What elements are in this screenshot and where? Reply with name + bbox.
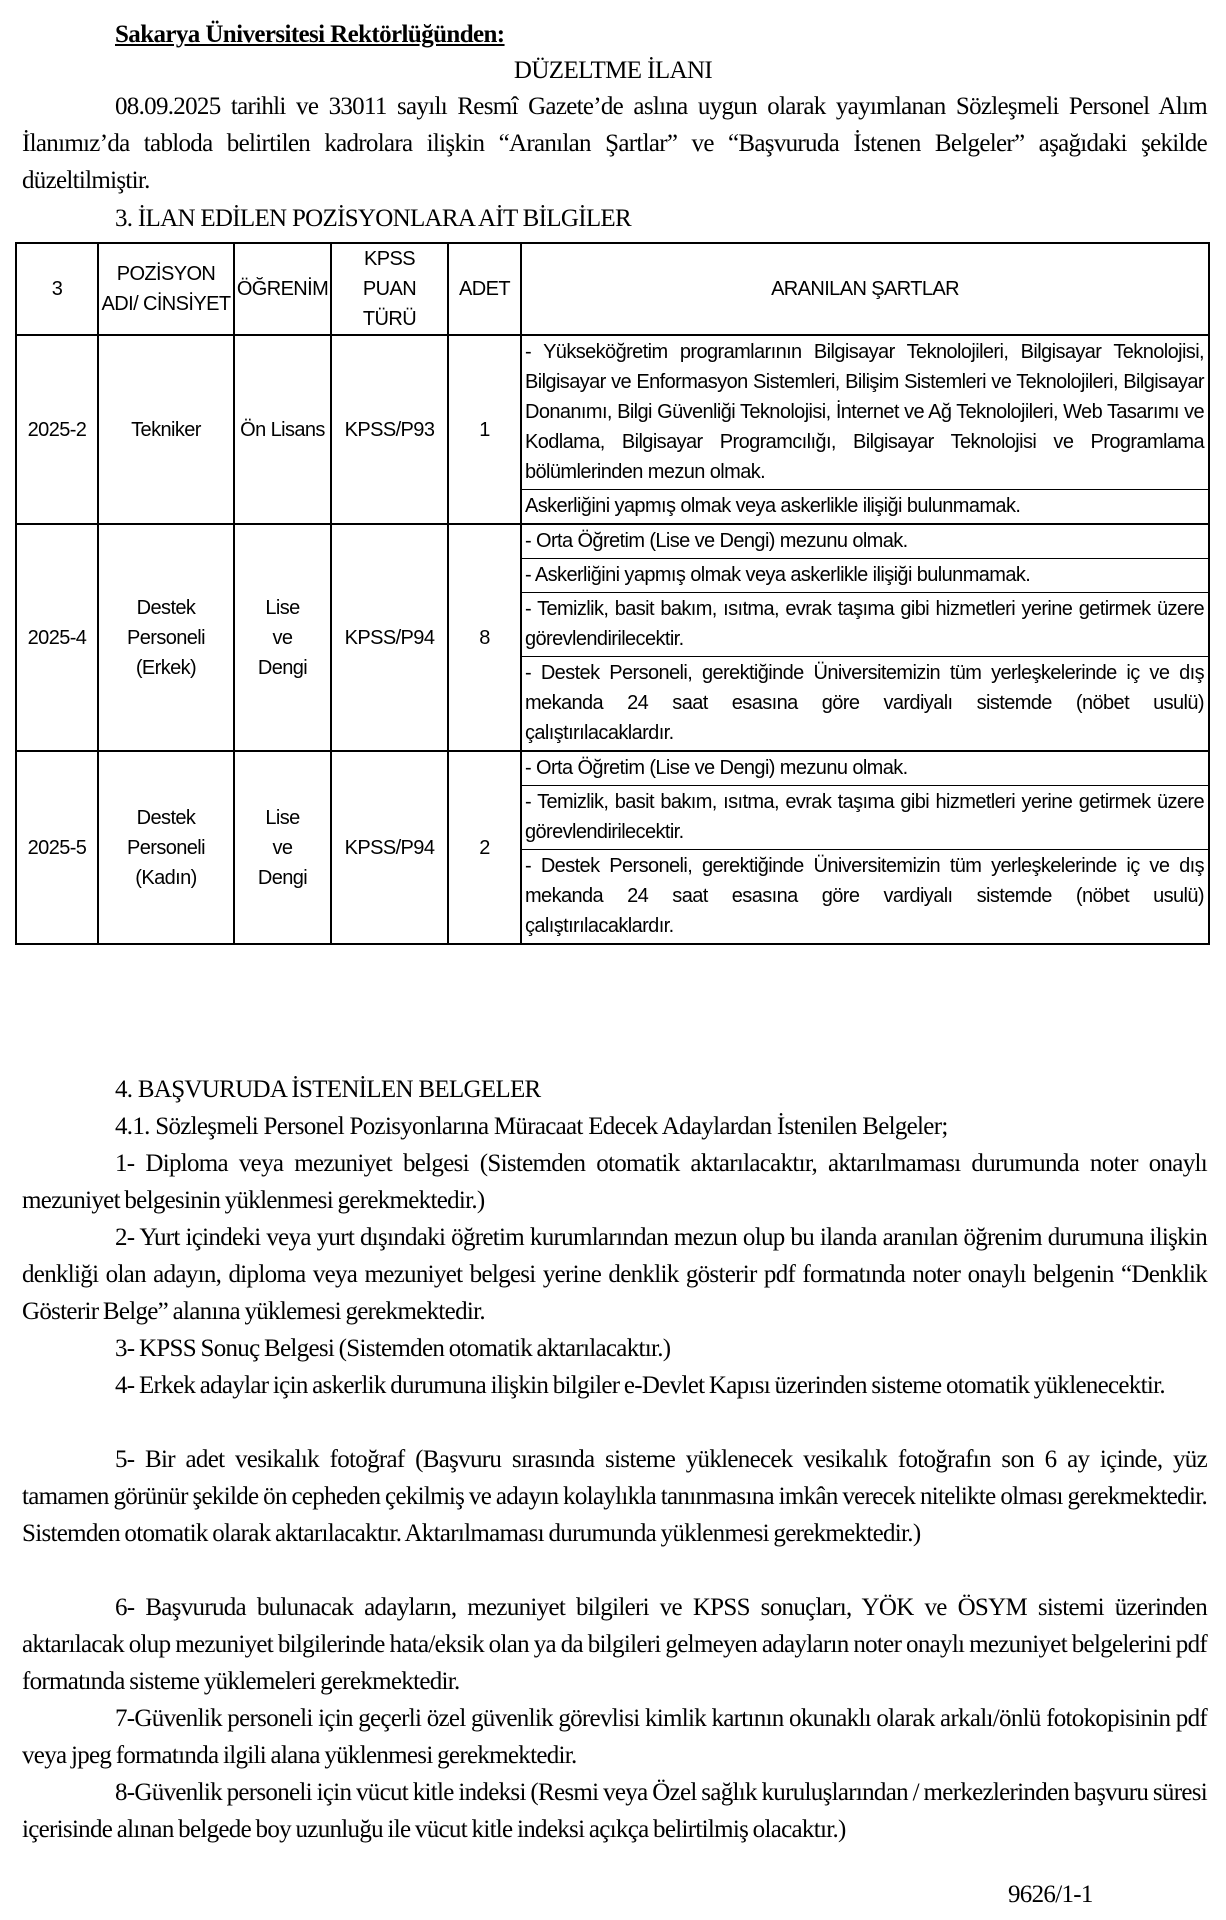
section3-title: 3. İLAN EDİLEN POZİSYONLARA AİT BİLGİLER xyxy=(115,205,631,232)
cell-education: Lise ve Dengi xyxy=(234,751,331,944)
table-row xyxy=(16,335,1209,524)
document-item: 6- Başvuruda bulunacak adayların, mezuniyet bilgileri ve KPSS sonuçları, YÖK ve ÖSYM sistemi üzerinden aktarılacak olup mezuniyet bilgilerinde hata/eksik olan ya da bilgileri gelmeyen adayların noter onaylı mezuniyet belgelerini pdf formatında sisteme yüklemeleri gerekmektedir. xyxy=(22,1594,1207,1695)
requirement-item: - Orta Öğretim (Lise ve Dengi) mezunu olmak. xyxy=(522,525,1208,559)
intro-text: 08.09.2025 tarihli ve 33011 sayılı Resmî Gazete’de aslına uygun olarak yayımlanan Sözleşmeli Personel Alım İlanımız’da tabloda belirtilen kadrolara ilişkin “Aranılan Şartlar” ve “Başvuruda İstenen Belgeler” aşağıdaki şekilde düzeltilmiştir. xyxy=(22,93,1207,194)
cell-position: Tekniker xyxy=(98,335,234,524)
intro-paragraph xyxy=(22,88,1207,199)
cell-kpss: KPSS/P94 xyxy=(331,751,448,944)
cell-education: Ön Lisans xyxy=(234,335,331,524)
cell-code: 2025-2 xyxy=(16,335,98,524)
positions-table xyxy=(15,242,1210,945)
requirement-item: Askerliğini yapmış olmak veya askerlikle ilişiği bulunmamak. xyxy=(525,495,1021,517)
header-code: 3 xyxy=(16,243,98,335)
table-header-row xyxy=(16,243,1209,335)
header-count: ADET xyxy=(448,243,521,335)
cell-requirements xyxy=(521,335,1209,524)
requirement-item: - Temizlik, basit bakım, ısıtma, evrak taşıma gibi hizmetleri yerine getirmek üzere görevlendirilecektir. xyxy=(522,593,1208,657)
cell-count: 8 xyxy=(448,524,521,751)
document-item: 8-Güvenlik personeli için vücut kitle indeksi (Resmi veya Özel sağlık kuruluşlarından / merkezlerinden başvuru süresi içerisinde alınan belgede boy uzunluğu ile vücut kitle indeksi açıkça belirtilmiş olacaktır.) xyxy=(22,1779,1207,1843)
cell-position: Destek Personeli (Kadın) xyxy=(98,751,234,944)
cell-kpss: KPSS/P93 xyxy=(331,335,448,524)
document-item: 2- Yurt içindeki veya yurt dışındaki öğretim kurumlarından mezun olup bu ilanda aranılan öğrenim durumuna ilişkin denkliği olan adayın, diploma veya mezuniyet belgesi yerine denklik gösterir pdf formatında noter onaylı belgenin “Denklik Gösterir Belge” alanına yüklemesi gerekmektedir. xyxy=(22,1224,1207,1325)
header-education: ÖĞRENİM xyxy=(234,243,331,335)
cell-count: 1 xyxy=(448,335,521,524)
requirement-item: - Askerliğini yapmış olmak veya askerlikle ilişiği bulunmamak. xyxy=(522,559,1208,593)
section4-subtitle: 4.1. Sözleşmeli Personel Pozisyonlarına Müracaat Edecek Adaylardan İstenilen Belgeler; xyxy=(115,1113,948,1140)
cell-position: Destek Personeli (Erkek) xyxy=(98,524,234,751)
requirement-item: - Destek Personeli, gerektiğinde Üniversitemizin tüm yerleşkelerinde iç ve dış mekanda 24 saat esasına göre vardiyalı sistemde (nöbet usulü) çalıştırılacaklardır. xyxy=(525,855,1204,937)
cell-education: Lise ve Dengi xyxy=(234,524,331,751)
table-row xyxy=(16,751,1209,944)
cell-code: 2025-4 xyxy=(16,524,98,751)
document-item: 5- Bir adet vesikalık fotoğraf (Başvuru sırasında sisteme yüklenecek vesikalık fotoğrafın son 6 ay içinde, yüz tamamen görünür şekilde ön cepheden çekilmiş ve adayın kolaylıkla tanınmasına imkân verecek nitelikte olması gerekmektedir. Sistemden otomatik olarak aktarılacaktır. Aktarılmaması durumunda yüklenmesi gerekmektedir.) xyxy=(22,1446,1207,1547)
header-requirements: ARANILAN ŞARTLAR xyxy=(521,243,1209,335)
notice-title: DÜZELTME İLANI xyxy=(513,57,713,84)
document-item: 3- KPSS Sonuç Belgesi (Sistemden otomatik aktarılacaktır.) xyxy=(115,1335,671,1362)
institution-heading: Sakarya Üniversitesi Rektörlüğünden: xyxy=(115,21,505,48)
requirement-item: - Orta Öğretim (Lise ve Dengi) mezunu olmak. xyxy=(522,752,1208,786)
cell-requirements xyxy=(521,751,1209,944)
cell-kpss: KPSS/P94 xyxy=(331,524,448,751)
requirement-item: - Temizlik, basit bakım, ısıtma, evrak taşıma gibi hizmetleri yerine getirmek üzere görevlendirilecektir. xyxy=(522,786,1208,850)
requirement-item: - Destek Personeli, gerektiğinde Üniversitemizin tüm yerleşkelerinde iç ve dış mekanda 24 saat esasına göre vardiyalı sistemde (nöbet usulü) çalıştırılacaklardır. xyxy=(525,662,1204,744)
document-item: 7-Güvenlik personeli için geçerli özel güvenlik görevlisi kimlik kartının okunaklı olarak arkalı/önlü fotokopisinin pdf veya jpeg formatında ilgili alana yüklenmesi gerekmektedir. xyxy=(22,1705,1207,1769)
header-position: POZİSYON ADI/ CİNSİYET xyxy=(98,243,234,335)
requirement-item: - Yükseköğretim programlarının Bilgisayar Teknolojileri, Bilgisayar Teknolojisi, Bilgisayar ve Enformasyon Sistemleri, Bilişim Sistemleri ve Teknolojileri, Bilgisayar Donanımı, Bilgi Güvenliği Teknolojisi, İnternet ve Ağ Teknolojileri, Web Tasarımı ve Kodlama, Bilgisayar Programcılığı, Bilgisayar Teknolojisi ve Programlama bölümlerinden mezun olmak. xyxy=(522,336,1208,490)
document-item: 4- Erkek adaylar için askerlik durumuna ilişkin bilgiler e-Devlet Kapısı üzerinden sisteme otomatik yüklenecektir. xyxy=(115,1372,1165,1399)
table-row xyxy=(16,524,1209,751)
cell-count: 2 xyxy=(448,751,521,944)
cell-requirements xyxy=(521,524,1209,751)
cell-code: 2025-5 xyxy=(16,751,98,944)
section4-title: 4. BAŞVURUDA İSTENİLEN BELGELER xyxy=(115,1076,541,1103)
document-item: 1- Diploma veya mezuniyet belgesi (Sistemden otomatik aktarılacaktır, aktarılmaması durumunda noter onaylı mezuniyet belgesinin yüklenmesi gerekmektedir.) xyxy=(22,1150,1207,1214)
document-code: 9626/1-1 xyxy=(1008,1881,1093,1908)
header-kpss: KPSS PUAN TÜRÜ xyxy=(331,243,448,335)
